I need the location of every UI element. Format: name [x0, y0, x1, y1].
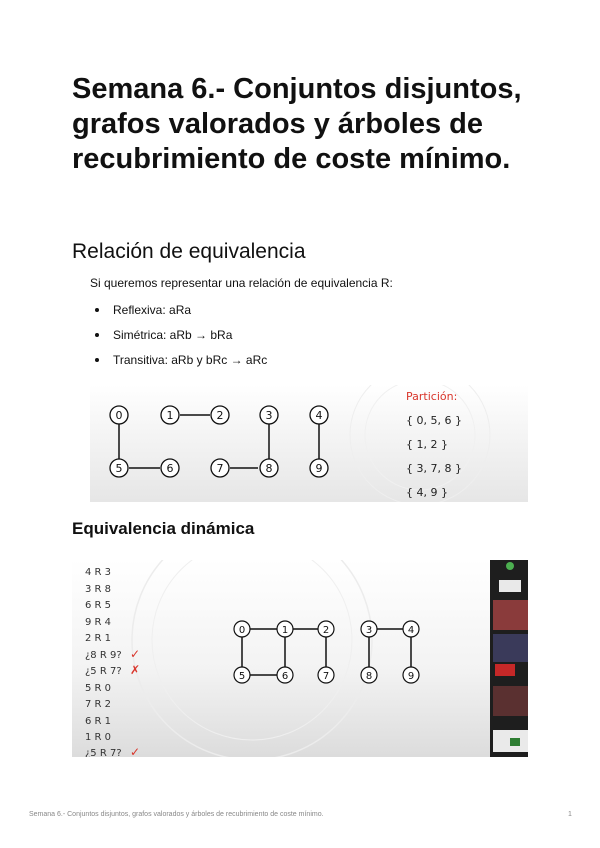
graph-node-8: 8	[265, 462, 273, 475]
list-item-reflexive: Reflexiva: aRa	[95, 300, 267, 325]
relation-11: ¿5 R 7?	[85, 748, 122, 757]
embedded-video-sidebar	[490, 560, 528, 757]
graph-node-1: 1	[166, 409, 174, 422]
section-heading-dynamic: Equivalencia dinámica	[72, 519, 255, 538]
relation-2: 6 R 5	[85, 600, 112, 611]
partition-set-3: { 4, 9 }	[406, 486, 448, 499]
graph-node-2: 2	[216, 409, 224, 422]
dyn-node-7: 7	[322, 671, 330, 682]
relation-9: 6 R 1	[85, 716, 112, 727]
dyn-node-1: 1	[281, 625, 289, 636]
list-item-transitive: Transitiva: aRb y bRc → aRc	[95, 350, 267, 375]
relation-4: 2 R 1	[85, 633, 112, 644]
relation-10: 1 R 0	[85, 732, 112, 743]
partition-set-2: { 3, 7, 8 }	[406, 462, 462, 475]
relation-5: ¿8 R 9?	[85, 650, 122, 661]
relation-8: 7 R 2	[85, 699, 112, 710]
graph-node-4: 4	[315, 409, 323, 422]
page-title: Semana 6.- Conjuntos disjuntos, grafos valorados y árboles de recubrimiento de coste mínimo.	[72, 73, 522, 175]
dyn-node-5: 5	[238, 671, 246, 682]
page-number: 1	[568, 811, 572, 818]
graph-node-9: 9	[315, 462, 323, 475]
partition-set-1: { 1, 2 }	[406, 438, 448, 451]
dyn-node-6: 6	[281, 671, 289, 682]
relation-6: ¿5 R 7?	[85, 666, 122, 677]
relation-3: 9 R 4	[85, 617, 112, 628]
graph-node-6: 6	[166, 462, 174, 475]
check-mark-icon: ✓	[130, 745, 141, 757]
dynamic-equivalence-figure	[72, 560, 528, 757]
dyn-node-0: 0	[238, 625, 246, 636]
check-mark-icon: ✓	[130, 647, 141, 661]
graph-node-0: 0	[115, 409, 123, 422]
partition-set-0: { 0, 5, 6 }	[406, 414, 462, 427]
partition-title: Partición:	[406, 390, 458, 403]
footer-text: Semana 6.- Conjuntos disjuntos, grafos valorados y árboles de recubrimiento de coste mínimo.	[29, 811, 324, 818]
graph-node-5: 5	[115, 462, 123, 475]
dyn-node-3: 3	[365, 625, 373, 636]
relation-0: 4 R 3	[85, 567, 112, 578]
graph-node-3: 3	[265, 409, 273, 422]
properties-list	[95, 300, 267, 375]
dyn-node-9: 9	[407, 671, 415, 682]
dyn-node-2: 2	[322, 625, 330, 636]
dyn-node-8: 8	[365, 671, 373, 682]
graph-node-7: 7	[216, 462, 224, 475]
list-item-symmetric: Simétrica: aRb → bRa	[95, 325, 267, 350]
intro-text: Si queremos representar una relación de equivalencia R:	[90, 276, 393, 290]
relation-1: 3 R 8	[85, 584, 112, 595]
relation-7: 5 R 0	[85, 683, 112, 694]
cross-mark-icon: ✗	[130, 663, 141, 677]
equivalence-graph-figure	[90, 385, 528, 502]
dyn-node-4: 4	[407, 625, 415, 636]
section-heading-equivalence: Relación de equivalencia	[72, 240, 306, 263]
